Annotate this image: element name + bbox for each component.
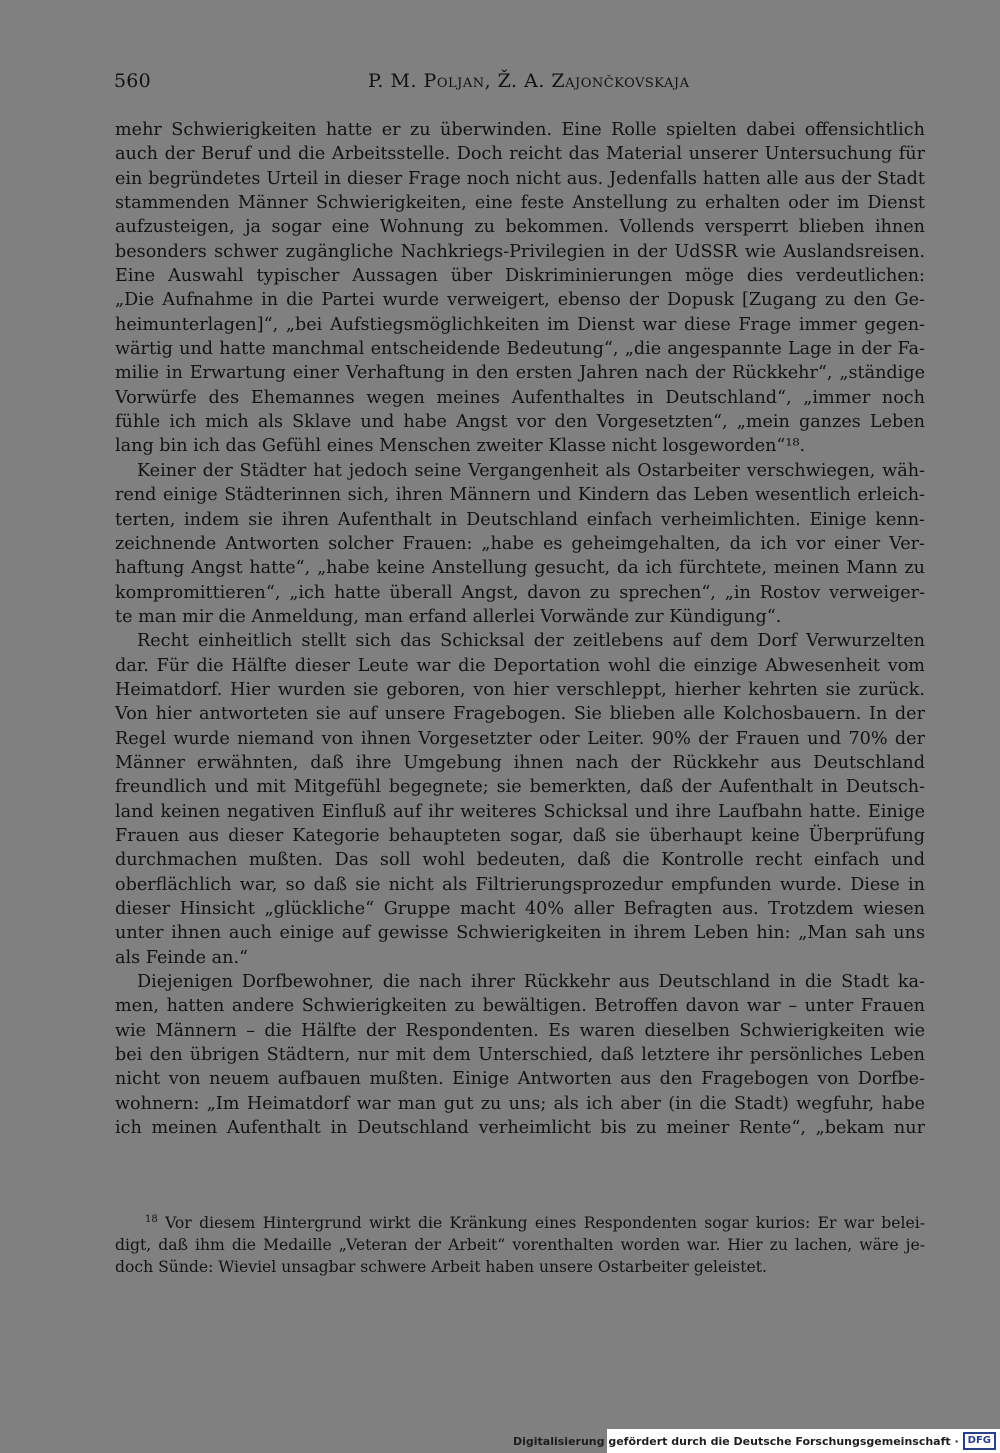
text-line: terten, indem sie ihren Aufenthalt in Deutschland einfach verheimlichten. Einige kenn- xyxy=(115,509,925,530)
text-line: nicht von neuem aufbauen mußten. Einige Antworten aus den Fragebogen von Dorfbe- xyxy=(115,1069,925,1090)
text-line: Vorwürfe des Ehemannes wegen meines Aufenthaltes in Deutschland“, „immer noch xyxy=(115,387,925,408)
running-head xyxy=(114,70,926,100)
credit-text: Digitalisierung gefördert durch die Deutsche Forschungsgemeinschaft · xyxy=(512,1434,959,1448)
text-line: mehr Schwierigkeiten hatte er zu überwinden. Eine Rolle spielten dabei offensichtlich xyxy=(115,120,925,140)
text-line: Heimatdorf. Hier wurden sie geboren, von hier verschleppt, hierher kehrten sie zurück. xyxy=(115,679,925,700)
text-line: heimunterlagen]“, „bei Aufstiegsmöglichkeiten im Dienst war diese Frage immer gegen- xyxy=(115,314,925,335)
dfg-logo-icon[interactable]: DFG xyxy=(963,1432,996,1450)
text-line: bei den übrigen Städtern, nur mit dem Unterschied, daß letztere ihr persönliches Leben xyxy=(115,1045,925,1066)
footnote-line: doch Sünde: Wieviel unsagbar schwere Arbeit haben unsere Ostarbeiter geleistet. xyxy=(115,1258,767,1276)
text-line: freundlich und mit Mitgefühl begegnete; sie bemerkten, daß der Aufenthalt in Deutsch- xyxy=(115,777,925,798)
body-text xyxy=(115,118,925,1140)
text-line: auch der Beruf und die Arbeitsstelle. Doch reicht das Material unserer Untersuchung für xyxy=(115,144,925,165)
text-line: besonders schwer zugängliche Nachkriegs-Privilegien in der UdSSR wie Auslandsreisen. xyxy=(115,241,925,262)
text-line: wie Männern – die Hälfte der Respondenten. Es waren dieselben Schwierigkeiten wie xyxy=(115,1020,925,1041)
text-line: land keinen negativen Einfluß auf ihr weiteres Schicksal und ihre Laufbahn hatte. Einige xyxy=(115,801,925,822)
text-line: stammenden Männer Schwierigkeiten, eine feste Anstellung zu erhalten oder im Dienst xyxy=(115,193,925,214)
text-line: ein begründetes Urteil in dieser Frage noch nicht aus. Jedenfalls hatten alle aus der Stadt xyxy=(115,168,925,189)
text-line: kompromittieren“, „ich hatte überall Angst, davon zu sprechen“, „in Rostov verweiger- xyxy=(115,582,925,603)
text-line: men, hatten andere Schwierigkeiten zu bewältigen. Betroffen davon war – unter Frauen xyxy=(115,996,925,1017)
text-line: wärtig und hatte manchmal entscheidende Bedeutung“, „die angespannte Lage in der Fa- xyxy=(115,339,925,360)
text-line: unter ihnen auch einige auf gewisse Schwierigkeiten in ihrem Leben hin: „Man sah uns xyxy=(115,923,925,944)
text-line: milie in Erwartung einer Verhaftung in den ersten Jahren nach der Rückkehr“, „ständige xyxy=(115,363,925,384)
text-line: Frauen aus dieser Kategorie behaupteten sogar, daß sie überhaupt keine Überprüfung xyxy=(115,825,925,846)
footnote-number: 18 xyxy=(145,1213,158,1225)
text-line: ich meinen Aufenthalt in Deutschland verheimlicht bis zu meiner Rente“, „bekam nur xyxy=(115,1118,925,1139)
text-line: Recht einheitlich stellt sich das Schicksal der zeitlebens auf dem Dorf Verwurzelten xyxy=(137,631,925,652)
text-line: dar. Für die Hälfte dieser Leute war die Deportation wohl die einzige Abwesenheit vom xyxy=(115,655,925,676)
text-line: te man mir die Anmeldung, man erfand allerlei Vorwände zur Kündigung“. xyxy=(115,606,782,627)
text-line: Von hier antworteten sie auf unsere Fragebogen. Sie blieben alle Kolchosbauern. In der xyxy=(115,704,925,725)
text-line: zeichnende Antworten solcher Frauen: „habe es geheimgehalten, da ich vor einer Ver- xyxy=(115,533,925,554)
text-line: fühle ich mich als Sklave und habe Angst vor den Vorgesetzten“, „mein ganzes Leben xyxy=(115,412,925,433)
text-line: dieser Hinsicht „glückliche“ Gruppe macht 40% aller Befragten aus. Trotzdem wiesen xyxy=(115,899,925,919)
text-line: „Die Aufnahme in die Partei wurde verweigert, ebenso der Dopusk [Zugang zu den Ge- xyxy=(115,290,925,311)
footnote-text: Vor diesem Hintergrund wirkt die Kränkung eines Respondenten sogar kurios: Er war belei- xyxy=(165,1214,925,1232)
page-number: 560 xyxy=(114,70,151,92)
text-line: Keiner der Städter hat jedoch seine Vergangenheit als Ostarbeiter verschwiegen, wäh- xyxy=(137,460,925,481)
text-line: haftung Angst hatte“, „habe keine Anstellung gesucht, da ich fürchtete, meinen Mann zu xyxy=(115,558,925,579)
text-line: wohnern: „Im Heimatdorf war man gut zu uns; als ich aber (in die Stadt) wegfuhr, habe xyxy=(115,1093,925,1114)
text-line: Diejenigen Dorfbewohner, die nach ihrer Rückkehr aus Deutschland in die Stadt ka- xyxy=(137,972,925,993)
text-line: Regel wurde niemand von ihnen Vorgesetzter oder Leiter. 90% der Frauen und 70% der xyxy=(115,728,925,749)
text-line: Eine Auswahl typischer Aussagen über Diskriminierungen möge dies verdeutlichen: xyxy=(115,266,925,287)
text-line: aufzusteigen, ja sogar eine Wohnung zu bekommen. Vollends versperrt blieben ihnen xyxy=(115,217,925,238)
text-line: rend einige Städterinnen sich, ihren Männern und Kindern das Leben wesentlich erleich- xyxy=(115,485,925,506)
footnote-line: digt, daß ihm die Medaille „Veteran der Arbeit“ vorenthalten worden war. Hier zu lachen, wäre je- xyxy=(115,1236,925,1254)
text-line: durchmachen mußten. Das soll wohl bedeuten, daß die Kontrolle recht einfach und xyxy=(115,850,925,871)
digitization-credit-bar xyxy=(512,1429,1000,1453)
footnote-line xyxy=(115,1212,925,1234)
text-line: als Feinde an.“ xyxy=(115,947,249,968)
running-head-authors: P. M. Poljan, Ž. A. Zajončkovskaja xyxy=(368,70,690,92)
footnote-18 xyxy=(115,1212,925,1278)
text-line: oberflächlich war, so daß sie nicht als Filtrierungsprozedur empfunden wurde. Diese in xyxy=(115,874,925,895)
text-line: Männer erwähnten, daß ihre Umgebung ihnen nach der Rückkehr aus Deutschland xyxy=(115,752,925,773)
text-line-with-footnote-ref: lang bin ich das Gefühl eines Menschen zweiter Klasse nicht losgeworden“¹⁸. xyxy=(115,436,806,457)
